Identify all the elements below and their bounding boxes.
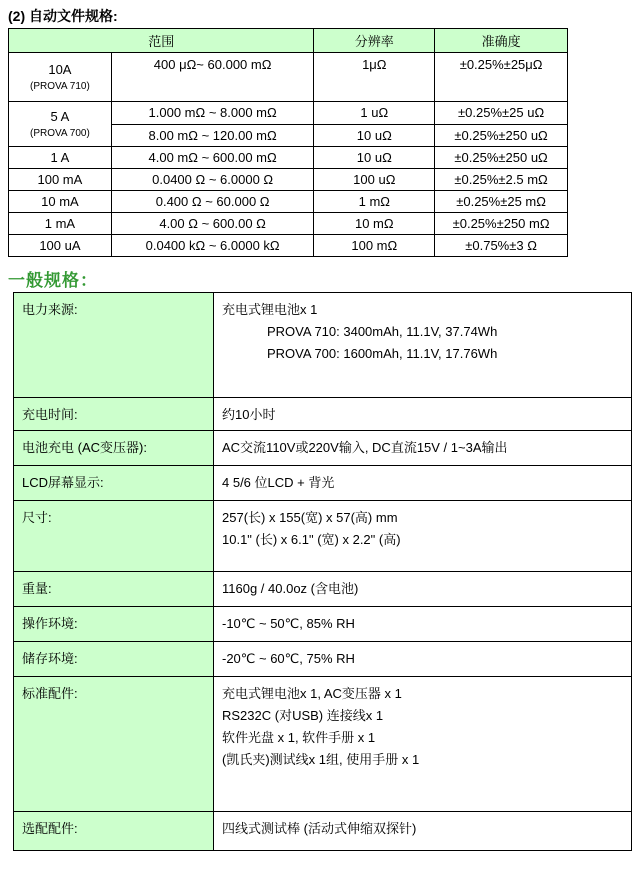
model-label: (PROVA 710) bbox=[29, 81, 90, 92]
spec-value bbox=[214, 398, 632, 431]
resolution-cell: 1 mΩ bbox=[314, 191, 435, 213]
range-cell: 0.0400 Ω ~ 6.0000 Ω bbox=[111, 169, 314, 191]
resolution-cell: 100 mΩ bbox=[314, 235, 435, 257]
spec-line: -10℃ ~ 50℃, 85% RH bbox=[222, 616, 355, 631]
general-spec-title: 一般规格： bbox=[8, 271, 98, 290]
table-row bbox=[14, 677, 632, 812]
spec-label: LCD屏幕显示: bbox=[14, 466, 214, 501]
resolution-cell: 10 mΩ bbox=[314, 213, 435, 235]
spec-label: 操作环境: bbox=[14, 607, 214, 642]
current-value: 5 A bbox=[50, 109, 70, 124]
table-row bbox=[14, 431, 632, 466]
spec-label: 电池充电 (AC变压器): bbox=[14, 431, 214, 466]
table-row bbox=[9, 235, 568, 257]
table-row bbox=[14, 572, 632, 607]
spec-label: 储存环境: bbox=[14, 642, 214, 677]
spec-label: 重量: bbox=[14, 572, 214, 607]
general-spec-table bbox=[13, 292, 632, 851]
table-row bbox=[14, 466, 632, 501]
range-cell: 0.0400 kΩ ~ 6.0000 kΩ bbox=[111, 235, 314, 257]
spec-line: 约10小时 bbox=[222, 407, 276, 422]
spec-value bbox=[214, 466, 632, 501]
accuracy-cell: ±0.25%±25 uΩ bbox=[435, 102, 568, 125]
resolution-cell: 1μΩ bbox=[314, 53, 435, 102]
spec-line: -20℃ ~ 60℃, 75% RH bbox=[222, 651, 355, 666]
table-row bbox=[14, 642, 632, 677]
range-cell: 1.000 mΩ ~ 8.000 mΩ bbox=[111, 102, 314, 125]
table-row bbox=[9, 169, 568, 191]
header-range: 范围 bbox=[9, 29, 314, 53]
spec-value bbox=[214, 572, 632, 607]
table-row bbox=[14, 812, 632, 851]
spec-value bbox=[214, 501, 632, 572]
table-row bbox=[14, 607, 632, 642]
table-row bbox=[9, 53, 568, 102]
spec-value bbox=[214, 677, 632, 812]
accuracy-cell: ±0.25%±250 mΩ bbox=[435, 213, 568, 235]
current-cell bbox=[9, 102, 112, 147]
spec-line: 充电式锂电池x 1 bbox=[222, 302, 318, 317]
accuracy-cell: ±0.75%±3 Ω bbox=[435, 235, 568, 257]
spec-line: (凯氏夹)测试线x 1组, 使用手册 x 1 bbox=[222, 752, 420, 767]
header-resolution: 分辨率 bbox=[314, 29, 435, 53]
current-value: 10A bbox=[48, 62, 72, 77]
accuracy-cell: ±0.25%±25μΩ bbox=[435, 53, 568, 102]
range-cell: 0.400 Ω ~ 60.000 Ω bbox=[111, 191, 314, 213]
current-cell: 1 A bbox=[9, 147, 112, 169]
table-row bbox=[9, 147, 568, 169]
current-cell: 100 mA bbox=[9, 169, 112, 191]
spec-line: 软件光盘 x 1, 软件手册 x 1 bbox=[222, 730, 376, 745]
spec-label: 充电时间: bbox=[14, 398, 214, 431]
spec-label: 尺寸: bbox=[14, 501, 214, 572]
spec-line: AC交流110V或220V输入, DC直流15V / 1~3A输出 bbox=[222, 440, 508, 455]
spec-value bbox=[214, 431, 632, 466]
spec-label: 选配配件: bbox=[14, 812, 214, 851]
table-row bbox=[9, 213, 568, 235]
resolution-cell: 10 uΩ bbox=[314, 147, 435, 169]
current-cell: 1 mA bbox=[9, 213, 112, 235]
range-cell: 400 μΩ~ 60.000 mΩ bbox=[111, 53, 314, 102]
range-cell: 4.00 Ω ~ 600.00 Ω bbox=[111, 213, 314, 235]
spec-line: PROVA 710: 3400mAh, 11.1V, 37.74Wh bbox=[267, 324, 498, 339]
accuracy-cell: ±0.25%±250 uΩ bbox=[435, 124, 568, 147]
table-row bbox=[9, 102, 568, 125]
resolution-cell: 100 uΩ bbox=[314, 169, 435, 191]
spec-value bbox=[214, 642, 632, 677]
spec-value bbox=[214, 812, 632, 851]
accuracy-cell: ±0.25%±250 uΩ bbox=[435, 147, 568, 169]
spec-line: 257(长) x 155(宽) x 57(高) mm bbox=[222, 510, 398, 525]
range-cell: 4.00 mΩ ~ 600.00 mΩ bbox=[111, 147, 314, 169]
auto-spec-table bbox=[8, 28, 568, 257]
accuracy-cell: ±0.25%±25 mΩ bbox=[435, 191, 568, 213]
spec-line: 四线式测试棒 (活动式伸缩双探针) bbox=[222, 821, 417, 836]
spec-line: 1160g / 40.0oz (含电池) bbox=[222, 581, 359, 596]
model-label: (PROVA 700) bbox=[29, 128, 90, 139]
spec-value bbox=[214, 293, 632, 398]
table-row bbox=[14, 398, 632, 431]
table-row bbox=[14, 501, 632, 572]
spec-value bbox=[214, 607, 632, 642]
spec-line: 4 5/6 位LCD + 背光 bbox=[222, 475, 335, 490]
spec-line: PROVA 700: 1600mAh, 11.1V, 17.76Wh bbox=[267, 346, 498, 361]
auto-spec-title: (2) 自动文件规格: bbox=[8, 8, 118, 24]
table-row bbox=[14, 293, 632, 398]
spec-line: 充电式锂电池x 1, AC变压器 x 1 bbox=[222, 686, 402, 701]
spec-label: 标准配件: bbox=[14, 677, 214, 812]
current-cell: 10 mA bbox=[9, 191, 112, 213]
current-cell: 100 uA bbox=[9, 235, 112, 257]
spec-label: 电力来源: bbox=[14, 293, 214, 398]
spec-line: RS232C (对USB) 连接线x 1 bbox=[222, 708, 384, 723]
spec-line: 10.1" (长) x 6.1" (宽) x 2.2" (高) bbox=[222, 532, 401, 547]
auto-spec-header-row bbox=[9, 29, 568, 53]
current-cell bbox=[9, 53, 112, 102]
accuracy-cell: ±0.25%±2.5 mΩ bbox=[435, 169, 568, 191]
resolution-cell: 1 uΩ bbox=[314, 102, 435, 125]
resolution-cell: 10 uΩ bbox=[314, 124, 435, 147]
range-cell: 8.00 mΩ ~ 120.00 mΩ bbox=[111, 124, 314, 147]
table-row bbox=[9, 191, 568, 213]
header-accuracy: 准确度 bbox=[435, 29, 568, 53]
